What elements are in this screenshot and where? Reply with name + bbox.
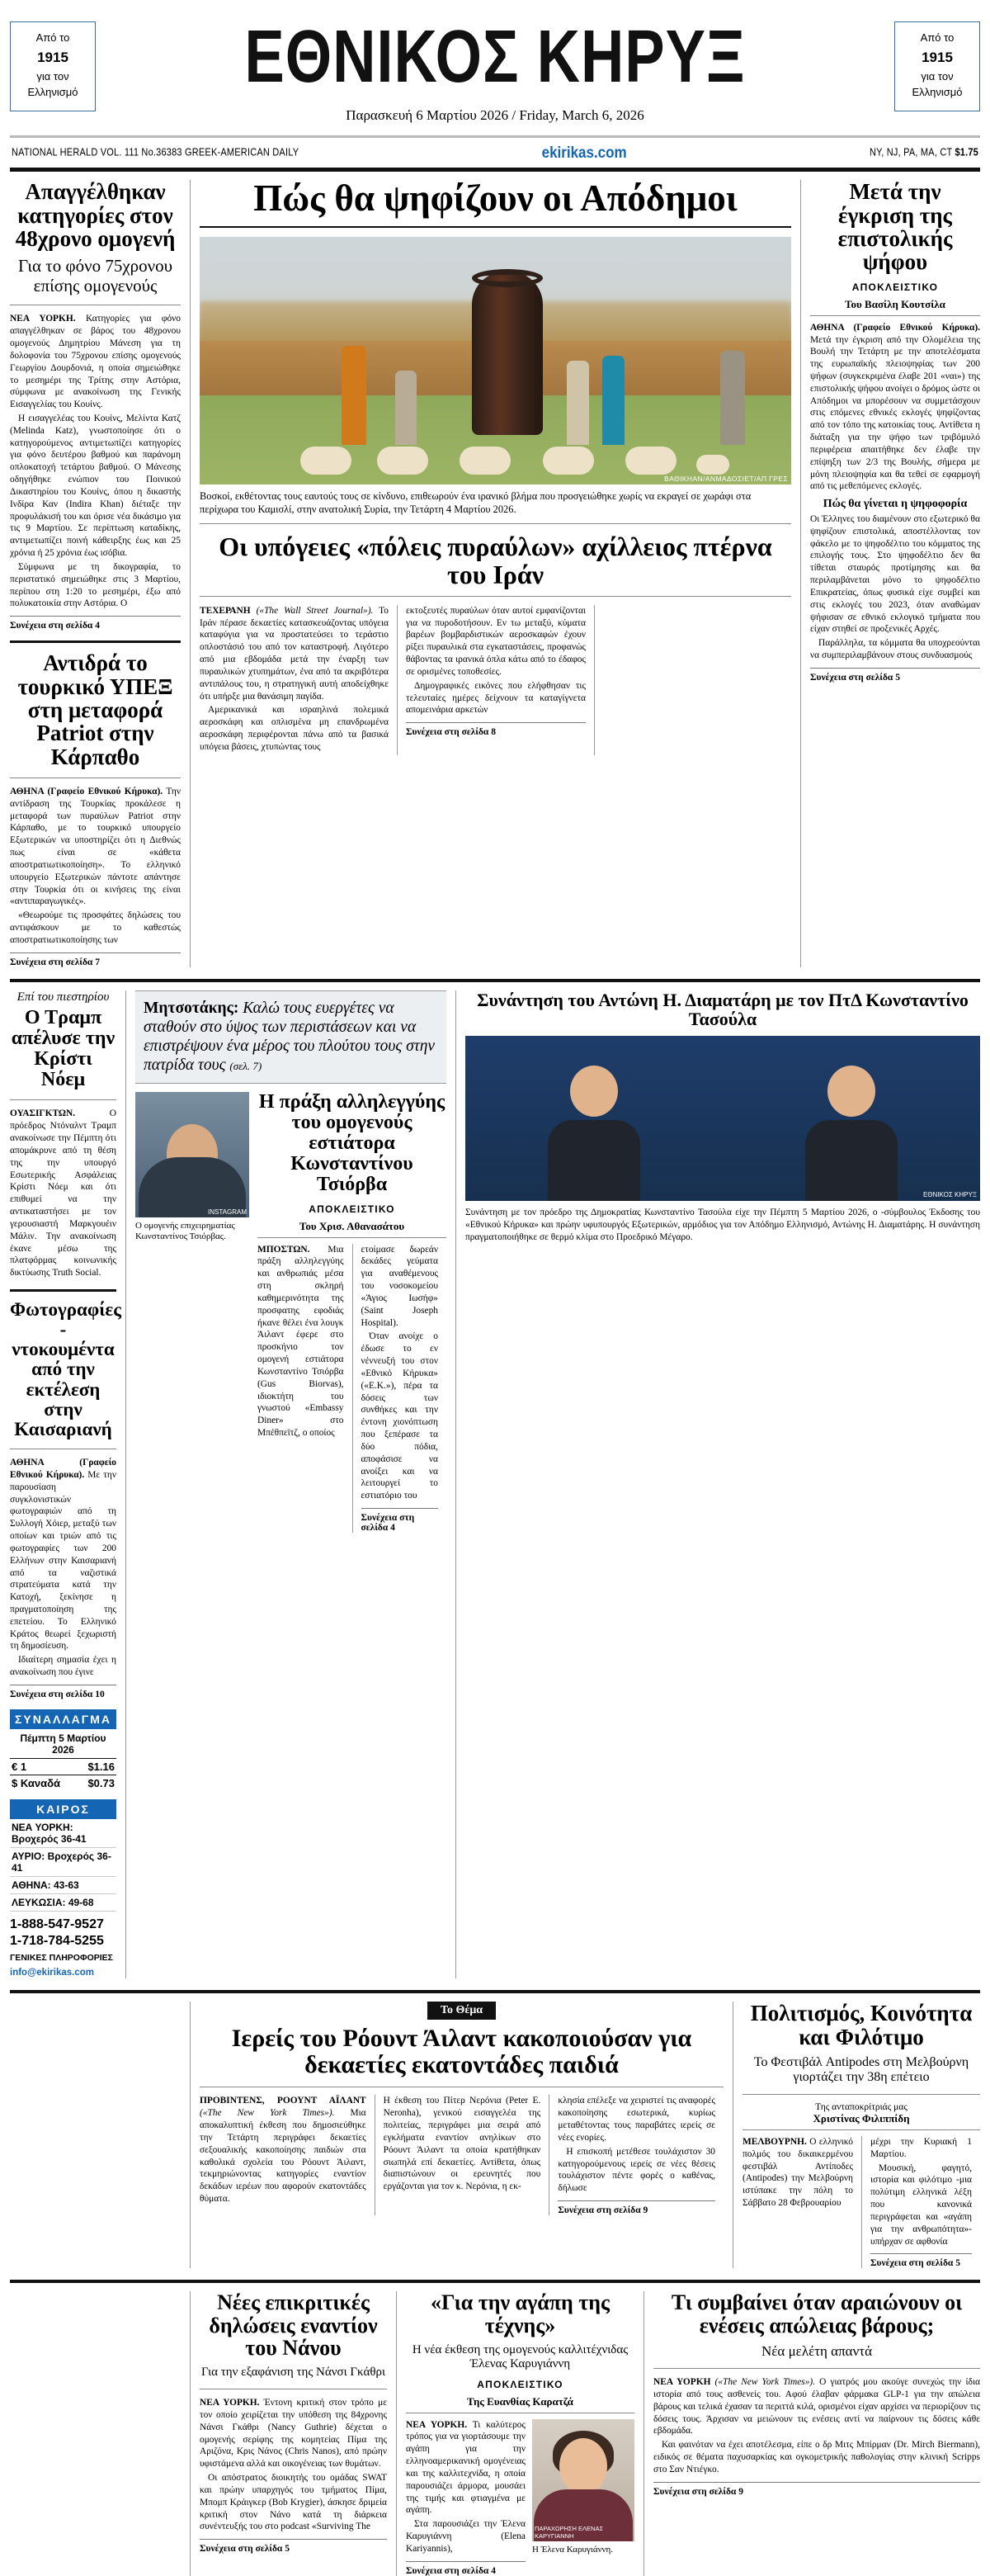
art-byline: Της Ευανθίας Καρατζά	[406, 2395, 634, 2413]
thema-headline[interactable]: Ιερείς του Ρόουντ Άιλαντ κακοποιούσαν για δεκαετίες εκατοντάδες παιδιά	[231, 2025, 692, 2078]
sheep-shape	[696, 455, 729, 475]
mid-band-rule	[10, 979, 980, 982]
since-right-line4: Ελληνισμό	[912, 86, 963, 99]
person-figure	[720, 351, 745, 445]
health-subhead: Νέα μελέτη απαντά	[761, 2343, 872, 2359]
weather-box	[10, 1799, 116, 1912]
trump-para1	[10, 1108, 116, 1279]
since-left-line1: Από το	[35, 31, 70, 44]
artist-face	[559, 2438, 607, 2494]
mid-right-column	[455, 990, 980, 1979]
art-photo-col	[532, 2419, 634, 2576]
culture-byline: Χριστίνας Φιλιππίδη	[742, 2112, 980, 2130]
nanou-para2: Οι απόστρατος διοικητής του ομάδας SWAT και πρώην υπαρχηγός του τμήματος Πίμα, Μπομπ Κράιγκερ (Bob Krygier), άσκησε δριμεία κριτική στον Νάνο κατά τη διάρκεια συνέντευξής του στο podcast «Surviving The	[200, 2473, 387, 2532]
art-exclusive: ΑΠΟΚΛΕΙΣΤΙΚΟ	[477, 2378, 563, 2390]
divider	[10, 640, 181, 643]
since-right-year: 1915	[922, 49, 953, 65]
person-right	[805, 1066, 898, 1201]
iran-text1: Το Ιράν πέρασε δεκαετίες κατασκευάζοντας υπόγεια καταφύγια για να προστατεύσει το τεράστιο οπλοστάσιό του από τον καταστροφή. Λιγότερο από μια εβδομάδα μετά την έναρξη των πυραυλικών χτυπημάτων, ένα από τα ακριβότερα αντιπάλους του, η στρατηγική αυτή αποδείχθηκε ότι υπήρξε μια θανάσιμη παγίδα.	[200, 605, 389, 702]
left-story1-text1: Κατηγορίες για φόνο απαγγέλθηκαν σε βάρος του 48χρονου ομογενούς Δημητρίου Μάνεση για τη δολοφονία του 75χρονου επίσης ομογενούς Γεωργίου Δουρδονιά, η οποία σημειώθηκε το μεσημέρι της Τρίτης στην Αστόρια, σύμφωνα με ανακοίνωση της Γενικής Εισαγγελίας του Κουίνς.	[10, 314, 182, 410]
trump-kicker: Επί του πιεστηρίου	[16, 990, 110, 1004]
culture-col-1	[742, 2136, 861, 2268]
iran-col-2	[397, 605, 594, 755]
mid-section	[10, 990, 980, 1979]
solidarity-headline[interactable]: Η πράξη αλληλεγγύης του ομογενούς εστιάτορα Κωνσταντίνου Τσιόρβα	[258, 1090, 446, 1196]
person-figure	[342, 346, 366, 445]
lead-photo	[200, 237, 791, 484]
thema-text1: Μια αποκαλυπτική έκθεση που δημοσιεύθηκε την Τετάρτη περιγράφει δεκαετίες σεξουαλικής κακοποίησης παιδιών στα καθολικά σχολεία του Ρόουντ Άιλαντ, τεκμηριώνοντας κατηγορίες εναντίον δεκάδων ιερέων που αφορούν εκατοντάδες θύματα.	[200, 2108, 366, 2205]
since-right-line3: για τον	[921, 70, 954, 83]
trump-text1: Ο πρόεδρος Ντόναλντ Τραμπ ανακοίνωσε την Πέμπτη ότι απομάκρυνε από τη θέση της την υπουργό Εσωτερικής Ασφάλειας Κρίστι Νόεμ και ότι επιθυμεί να την αντικαταστήσει με τον γερουσιαστή Μαρκγουέιν Μάλιν. Την ανακοίνωση έκανε μέσω της πλατφόρμας κοινωνικής δικτύωσης Truth Social.	[10, 1108, 116, 1279]
quote-speaker: Μητσοτάκης:	[144, 999, 239, 1017]
art-para2: Στα παρουσιάζει την Έλενα Καρυγιάννη (Elena Kariyannis),	[406, 2519, 526, 2554]
solidarity-col-1	[257, 1244, 352, 1533]
info-bar-right	[870, 147, 978, 158]
culture-continued[interactable]: Συνέχεια στη σελίδα 5	[870, 2253, 972, 2268]
art-story	[396, 2291, 644, 2575]
iran-para2: Αμερικανικά και ισραηλινά πολεμικά αεροσκάφη και οπλισμένα μη επανδρωμένα αεροσκάφη περιφέρονται πάνω από τα βασικά υπόγεια βάσεις, χτυπώντας τους	[200, 705, 389, 752]
solidarity-dateline: ΜΠΟΣΤΩΝ.	[257, 1244, 310, 1255]
artist-photo-credit: ΠΑΡΑΧΩΡΗΣΗ ΕΛΕΝΑΣ ΚΑΡΥΓΙΑΝΝΗ	[535, 2524, 604, 2540]
right-story-para3: Παράλληλα, τα κόμματα θα υποχρεούνται να συμπεριλαμβάνουν στους συνδυασμούς	[810, 638, 980, 661]
quote-box	[135, 990, 446, 1084]
nanou-para1	[200, 2397, 387, 2470]
trump-headline[interactable]: Ο Τραμπ απέλυσε την Κρίστι Νόεμ	[11, 1006, 116, 1091]
thema-para3: κλησία επέλεξε να χειριστεί τις αναφορές κακοποίησης εσωτερικά, κυρίως μεταθέτοντας τους παραβάτες ιερείς σε νέες ενορίες.	[558, 2096, 715, 2143]
right-story-subhead: Πώς θα γίνεται η ψηφοφορία	[823, 498, 968, 511]
suit	[548, 1120, 640, 1201]
left-story2-continued[interactable]: Συνέχεια στη σελίδα 7	[10, 952, 181, 967]
iran-col-3	[594, 605, 791, 755]
currency-title: ΣΥΝΑΛΛΑΓΜΑ	[10, 1709, 116, 1729]
health-source: («The New York Times»).	[714, 2377, 816, 2388]
person-figure	[395, 371, 417, 445]
thema-tab-wrap	[200, 2002, 724, 2020]
iran-col-1	[200, 605, 397, 755]
solidarity-col-2	[352, 1244, 447, 1533]
suit	[805, 1120, 898, 1201]
masthead	[10, 0, 980, 124]
art-text1: Τι καλύτερος τρόπος για να γιορτάσουμε την αγάπη για την ελληνοαμερικανική ομογένειας και της καλλιτεχνίδα, η οποία παρουσιάζει άρμορα, μουσάει της τιμής και φτιαγμένα με αγάπη.	[406, 2419, 526, 2516]
person-figure	[602, 356, 625, 445]
thema-tab[interactable]: Το Θέμα	[427, 2002, 496, 2020]
iran-source: («The Wall Street Journal»).	[256, 605, 374, 616]
sheep-shape	[543, 447, 594, 475]
left-story1-subhead: Για το φόνο 75χρονου επίσης ομογενούς	[17, 256, 173, 295]
currency-label: € 1	[12, 1760, 27, 1773]
solidarity-byline: Του Χρισ. Αθανασάτου	[257, 1220, 446, 1238]
portrait-credit: INSTAGRAM	[208, 1208, 247, 1216]
thema-continued[interactable]: Συνέχεια στη σελίδα 9	[558, 2200, 715, 2215]
sheep-shape	[300, 447, 351, 475]
masthead-date: Παρασκευή 6 Μαρτίου 2026 / Friday, March 6, 2026	[346, 107, 644, 124]
currency-value: $0.73	[87, 1776, 115, 1789]
culture-col-2	[861, 2136, 980, 2268]
health-para1	[653, 2376, 980, 2437]
left-story2-dateline: ΑΘΗΝΑ (Γραφείο Εθνικού Κήρυκα).	[10, 786, 163, 796]
lead-photo-caption: Βοσκοί, εκθέτοντας τους εαυτούς τους σε κίνδυνο, επιθεωρούν ένα ιρανικό βλήμα που προσγειώθηκε χωρίς να εκραγεί σε χωράφι στα περίχωρα του Καμισλί, στην ανατολική Συρία, την Τετάρτη 4 Μαρτίου 2026.	[200, 490, 791, 524]
currency-label: $ Καναδά	[12, 1776, 61, 1789]
left-column	[10, 180, 190, 967]
iran-dateline: ΤΕΧΕΡΑΝΗ	[200, 605, 251, 616]
nanou-dateline: ΝΕΑ ΥΟΡΚΗ.	[200, 2398, 260, 2408]
portrait-caption: Ο ομογενής επιχειρηματίας Κωνσταντίνος Τσιόρβας.	[135, 1220, 235, 1241]
contact-block	[10, 1912, 116, 1979]
thema-para2: Η έκθεση του Πίτερ Νερόνια (Peter E. Neronha), γενικού εισαγγελέα της πολιτείας, περιγράφει μια σειρά από εγκλήματα εναντίον ανηλίκων στο Ρόουντ Άιλαντ τα οποία κρατήθηκαν σιωπηλά επί δεκαετίες. Αντίθετα, όπως διαπιστώνουν οι ερευνητές που εργάζονται για τον κ. Νερόνια, η εκ-	[383, 2096, 541, 2192]
thema-col-1	[200, 2095, 375, 2215]
trump-dateline: ΟΥΑΣΙΓΚΤΩΝ.	[10, 1108, 76, 1119]
photo-credit: ΒΑΘΙΚΗΑΝ/ΑΝΜΑΔΟΣΙΕΤ/ΑΠ ΓΡΕΣ	[664, 475, 788, 484]
weather-row: ΛΕΥΚΩΣΙΑ: 49-68	[10, 1894, 116, 1912]
divider	[653, 2368, 980, 2369]
left-story2-para1	[10, 786, 181, 908]
artist-caption: Η Έλενα Καρυγιάννη.	[532, 2544, 614, 2555]
mid-left-column	[10, 990, 125, 1979]
weather-row: ΝΕΑ ΥΟΡΚΗ: Βροχερός 36-41	[10, 1819, 116, 1848]
weather-title: ΚΑΙΡΟΣ	[10, 1799, 116, 1819]
currency-value: $1.16	[87, 1760, 115, 1773]
iran-continued[interactable]: Συνέχεια στη σελίδα 8	[406, 722, 586, 737]
since-left-line4: Ελληνισμό	[27, 86, 78, 99]
right-story-para1	[810, 322, 980, 494]
nanou-headline[interactable]: Νέες επικριτικές δηλώσεις εναντίον του Νάνου	[209, 2290, 378, 2360]
right-story-headline[interactable]: Μετά την έγκριση της επιστολικής ψήφου	[837, 179, 953, 275]
art-continued[interactable]: Συνέχεια στη σελίδα 4	[406, 2561, 526, 2576]
info-bar-left: NATIONAL HERALD VOL. 111 No.36383 GREEK-AMERICAN DAILY	[12, 147, 299, 159]
sheep-shape	[377, 447, 428, 475]
divider	[10, 1289, 116, 1292]
currency-box	[10, 1709, 116, 1791]
health-para2: Και φαινόταν να έχει αποτέλεσμα, είπε ο δρ Μιτς Μπίρμαν (Dr. Mirch Biermann), ειδικός σε θέματα παχυσαρκίας και ογκομετρικής παθολογίας στην κλινική Scripps στο Σαν Ντιέγκο.	[653, 2440, 980, 2474]
currency-row	[10, 1775, 116, 1791]
meeting-headline[interactable]: Συνάντηση του Αντώνη Η. Διαματάρη με τον ΠτΔ Κωνσταντίνο Τασούλα	[477, 989, 969, 1029]
kaisariani-text1: Με την παρουσίαση συγκλονιστικών φωτογραφιών από τη Συλλογή Χόιερ, μεταξύ των οποίων και τριών από τις φωτογραφίες των 200 Ελλήνων στην Καισαριανή από τα ναζιστικά στρατεύματα κατά την Κατοχή, ξεκίνησε η πραγματοποίηση της επετείου. Το Ελληνικό Κράτος θεωρεί ξεχωριστή τη δημοσίευση.	[10, 1469, 116, 1652]
quote-body: Καλώ τους ευεργέτες να σταθούν στο ύψος των περιστάσεων και να επιστρέψουν ένα μέρος του πλούτου τους στην πατρίδα τους	[144, 999, 436, 1074]
iran-para4: Δημογραφικές εικόνες που ελήφθησαν τις τελευταίες ημέρες δείχνουν τα καταγίγνετα απομεινάρια αρκετών	[406, 680, 586, 716]
info-bar	[10, 136, 980, 170]
person-figure	[567, 361, 589, 445]
price-states: NY, NJ, PA, MA, CT	[870, 147, 953, 159]
left-story1-para2: Η εισαγγελέας του Κουίνς, Μελίντα Κατζ (Melinda Katz), γνωστοποίησε ότι ο κατηγορούμενος αντιμετωπίζει κατηγορίες για φόνο δευτέρου βαθμού και παράνομη οπλοκατοχή τετάρτου βαθμού. Ο Μάνεσης οδηγήθηκε ενώπιον του Ποινικού Δικαστηρίου του Κουίνς, όπου η δικαστής Ινδίρα Καν (Indira Khan) διέταξε την προφυλάκισή του και όρισε νέα δικάσιμο για τις 9 Μαρτίου. Σε περίπτωση καταδίκης, αντιμετωπίζει ποινή κάθειρξης έως και 25 χρόνια ή 25 χρόνια έως ισόβια.	[10, 413, 181, 559]
quote-page-ref[interactable]: (σελ. 7)	[229, 1059, 262, 1072]
art-para1	[406, 2419, 526, 2517]
kaisariani-para1	[10, 1457, 116, 1652]
culture-para1	[742, 2136, 853, 2210]
thema-section	[10, 2002, 980, 2268]
culture-credit-line: Της ανταποκρίτριάς μας	[815, 2101, 908, 2112]
right-story-para2: Οι Έλληνες του διαμένουν στο εξωτερικό θα ψηφίζουν επιστολικά, αποστέλλοντας τον φάκελο με το ψηφοδέλτιο του κόμματος της επιλογής τους. Στο ψηφοδέλτιο δεν θα τίθεται σταυρός προτίμησης και θα περιλαμβάνεται μόνο το ψηφοδέλτιο Επικρατείας, όπως φυσικά είχε συμβεί και στις εκλογές του 2023, όταν αναθώμαν ψήφισαν σε εθνικό εκλογικό τμήματα που είχαν στηθεί σε προξενικές Αρχές.	[810, 513, 980, 635]
bottom-spacer	[10, 2291, 190, 2575]
currency-date: Πέμπτη 5 Μαρτίου 2026	[20, 1732, 106, 1756]
main-headline[interactable]: Πώς θα ψηφίζουν οι Απόδημοι	[200, 180, 791, 228]
person-left	[548, 1066, 640, 1201]
since-box-left	[10, 21, 96, 111]
contact-label: ΓΕΝΙΚΕΣ ΠΛΗΡΟΦΟΡΙΕΣ	[10, 1952, 113, 1963]
nanou-story	[190, 2291, 396, 2575]
health-text1: Ο γιατρός μου ακούγε συνεχώς την ίδια ιστορία από τους ασθενείς του. Αφού έλαβαν φάρμακα GLP-1 για την απώλεια βάρους και τελικά έχασαν τα περιττά κιλά, ορισμένοι είχαν αρχίσει να περιορίζουν τις δόσεις τους. Άρχισαν να μειώνουν τις ενέσεις αντί να παίρνουν τις δόσεις κάθε εβδομάδα.	[653, 2377, 980, 2437]
nanou-text1: Έντονη κριτική στον τρόπο με τον οποίο χειρίζεται την υπόθεση της 84χρονης Νάνσι Γκάθρι (Nancy Guthrie) δέχεται ο ομογενής σερίφης της κομητείας Πίμα της Αριζόνα, Κρις Νάνος (Chris Nanos), από πρώην υφιστάμενα αλλά και οικογένειας των θυμάτων.	[200, 2398, 387, 2470]
contact-phone-1[interactable]: 1-888-547-9527	[10, 1917, 104, 1931]
art-text-col	[406, 2419, 526, 2576]
right-story-continued[interactable]: Συνέχεια στη σελίδα 5	[810, 668, 980, 683]
right-column	[800, 180, 980, 967]
meeting-caption: Συνάντηση με τον πρόεδρο της Δημοκρατίας Κωνσταντίνο Τασούλα είχε την Πέμπτη 5 Μαρτίου 2026, ο -σύμβουλος Έκδοσης του «Εθνικού Κήρυκα» και πρώην υφυπουργός Εξωτερικών, αρμόδιος για τον Απόδημο Ελληνισμό, Αντώνης Η. Διαματάρης. Η συνάντηση πραγματοποιήθηκε σε θερμό κλίμα στο Προεδρικό Μέγαρο.	[465, 1207, 980, 1242]
thema-source: («The New York Times»).	[200, 2108, 335, 2119]
culture-para2: μέχρι την Κυριακή 1 Μαρτίου.	[870, 2136, 972, 2159]
culture-subhead: Το Φεστιβάλ Antipodes στη Μελβούρνη γιορτάζει την 38η επέτειο	[753, 2055, 969, 2085]
bottom-band-rule	[10, 2280, 980, 2283]
thema-col-3	[549, 2095, 724, 2215]
since-left-line3: για τον	[36, 70, 69, 83]
art-headline[interactable]: «Για την αγάπη της τέχνης»	[430, 2290, 610, 2337]
solidarity-text-block	[257, 1092, 446, 1533]
solidarity-para3: Όταν ανοίχε ο έδωσε το εν νέννευξή του στον «Εθνικό Κήρυκα» («Ε.Κ.»), πέρα τα δόσεις των συνθήκες και την έντονη χιονόπτωση που ξεπέρασε τα δύο πόδια, αποφάσισε να ανοίξει και να λειτουργεί το εστιατόριο του	[361, 1331, 438, 1501]
thema-para4: Η επισκοπή μετέθεσε τουλάχιστον 30 κατηγορούμενους ιερείς σε νέες θέσεις τουλάχιστον πέντε φορές ο καθένας, δήλωσε	[558, 2146, 715, 2194]
sheep-shape	[460, 447, 511, 475]
culture-column	[733, 2002, 980, 2268]
portrait-photo	[135, 1092, 249, 1217]
solidarity-continued[interactable]: Συνέχεια στη σελίδα 4	[361, 1508, 439, 1533]
bottom-section	[10, 2291, 980, 2575]
contact-phone-2[interactable]: 1-718-784-5255	[10, 1933, 104, 1948]
website-link[interactable]: ekirikas.com	[541, 143, 627, 162]
left-story1-headline[interactable]: Απαγγέλθηκαν κατηγορίες στον 48χρονο ομογενή	[15, 179, 176, 251]
art-body-grid	[406, 2419, 634, 2576]
meeting-photo	[465, 1036, 980, 1201]
kaisariani-continued[interactable]: Συνέχεια στη σελίδα 10	[10, 1685, 116, 1699]
thema-spacer	[10, 2002, 190, 2268]
weather-row: ΑΘΗΝΑ: 43-63	[10, 1877, 116, 1894]
solidarity-para2: ετοίμασε δωρεάν δεκάδες γεύματα για αναθέμενους του νοσοκομείου «Άγιος Ιωσήφ» (Saint Joseph Hospital).	[361, 1244, 438, 1328]
top-section	[10, 177, 980, 967]
art-dateline: ΝΕΑ ΥΟΡΚΗ.	[406, 2419, 468, 2430]
quote-text	[144, 999, 438, 1075]
thema-column	[190, 2002, 733, 2268]
left-story2-text1: Την αντίδραση της Τουρκίας προκάλεσε η μεταφορά των πυραύλων Patriot στην Κάρπαθο, με το τουρκικό υπουργείο Εξωτερικών να υποστηρίζει ότι η Διεθνώς πως είναι σε «κάθετα αποστρατιωτικοποίηση». Το ελληνικό υπουργείο Εξωτερικών πάντοτε απάντησε στην Τουρκία ότι οι κινήσεις της είναι «αντιπαραγωγικές».	[10, 786, 181, 907]
thema-col-2	[375, 2095, 549, 2215]
nanou-subhead: Για την εξαφάνιση της Νάνσι Γκάθρι	[200, 2366, 386, 2380]
price-amount: $1.75	[955, 147, 978, 159]
contact-email[interactable]: info@ekirikas.com	[10, 1968, 94, 1978]
kaisariani-headline[interactable]: Φωτογραφίες - ντοκουμέντα από την εκτέλεση στην Καισαριανή	[10, 1299, 121, 1439]
portrait-block	[135, 1092, 249, 1533]
masthead-title: ΕΘΝΙΚΟΣ ΚΗΡΥΞ	[244, 14, 746, 98]
thema-band-rule	[10, 1990, 980, 1993]
health-dateline: ΝΕΑ ΥΟΡΚΗ	[653, 2377, 711, 2388]
sheep-shape	[625, 447, 676, 475]
masthead-center	[96, 14, 894, 124]
thema-para1	[200, 2095, 366, 2205]
left-story1-dateline: ΝΕΑ ΥΟΡΚΗ.	[10, 314, 76, 324]
culture-dateline: ΜΕΛΒΟΥΡΝΗ.	[742, 2136, 807, 2147]
iran-para3: εκτοξευτές πυραύλων όταν αυτοί εμφανίζονται για να πυροδοτήσουν. Εν τω μεταξύ, κύματα βαρέων βομβαρδιστικών αεροσκαφών έχουν ρίξει πυραυλικά στα εγκαταστάσεις, προφανώς θάβοντας τα ιρανικά όπλα κάτω από το έδαφος σε ορισμένες τοποθεσίες.	[406, 605, 586, 677]
right-story-dateline: ΑΘΗΝΑ (Γραφείο Εθνικού Κήρυκα).	[810, 322, 980, 333]
kaisariani-para2: Ιδιαίτερη σημασία έχει η ανακοίνωση που έγινε	[10, 1655, 116, 1678]
solidarity-columns	[257, 1244, 446, 1533]
left-story2-para2: «Θεωρούμε τις προσφάτες δηλώσεις του αντιφάσκουν με το καθεστώς αποστρατιωτικοποίησης των	[10, 910, 181, 945]
left-story2-headline[interactable]: Αντιδρά το τουρκικό ΥΠΕΞ στη μεταφορά Patriot στην Κάρπαθο	[17, 650, 173, 769]
solidarity-text1: Μια πράξη αλληλεγγύης και ανθρωπιάς μέσα στη σκληρή καθημερινότητα της προσφατης εφοδιάς ήκανε θέλει ένα λουγκ Άιλαντ έφερε στο προσκήνιο τον ομογενή εστιάτορα Κωνσταντίνο Τσιόρβα (Gus Βiorvas), ιδιοκτήτη του γνωστού «Embassy Diner» στο Μπέθπεϊτζ, ο οποίος	[257, 1244, 344, 1439]
left-story1-para1	[10, 313, 181, 411]
health-continued[interactable]: Συνέχεια στη σελίδα 9	[653, 2482, 980, 2497]
solidarity-story	[135, 1092, 446, 1533]
meeting-photo-credit: ΕΘΝΙΚΟΣ ΚΗΡΥΞ	[922, 1190, 977, 1198]
missile-shape	[472, 272, 543, 435]
solidarity-para1	[257, 1244, 344, 1439]
since-box-right	[894, 21, 980, 111]
thema-dateline: ΠΡΟΒΙΝΤΕΝΣ, ΡΟΟΥΝΤ ΑΪΛΑΝΤ	[200, 2096, 366, 2106]
thema-columns	[200, 2095, 724, 2215]
health-headline[interactable]: Τι συμβαίνει όταν αραιώνουν οι ενέσεις απώλειας βάρους;	[671, 2290, 963, 2337]
artist-photo	[532, 2419, 634, 2541]
art-subhead: Η νέα έκθεση της ομογενούς καλλιτέχνιδας Έλενας Καρυγιάννη	[412, 2343, 629, 2370]
solidarity-exclusive: ΑΠΟΚΛΕΙΣΤΙΚΟ	[309, 1203, 395, 1215]
right-story-text1: Μετά την έγκριση από την Ολομέλεια της Βουλή την Τετάρτη με την αποτελέσματα της ευρωπαϊκής πλειοψηφίας των 200 ψήφων (συγκεκριμένα έλαβε 201 «ναι») της επιστολικής ψήφου ανοίγει ο δρόμος ώστε οι Απόδημοι να μπορέσουν να συμμετάσχουν στις επόμενες εθνικές εκλογές ψηφίζοντας από τον τόπο της κατοικίας τους. Αντίθετα η διάταξη για την ψήφο των τριβόμυλό περιφέρεια απαιτήθηκε δεν έλαβε την επίψηξη των 2/3 της Βουλής, σήμερα με μόνη πλειοψηφία και θα τεθεί σε εφαρμογή από τις μεθεπόμενες εκλογές.	[810, 334, 980, 492]
left-story1-continued[interactable]: Συνέχεια στη σελίδα 4	[10, 616, 181, 631]
since-right-line1: Από το	[920, 31, 955, 44]
weather-row: ΑΥΡΙΟ: Βροχερός 36-41	[10, 1848, 116, 1877]
right-story-byline: Του Βασίλη Κουτσίλα	[810, 298, 980, 316]
health-story	[644, 2291, 980, 2575]
head	[827, 1066, 875, 1117]
divider	[742, 2094, 980, 2095]
mid-center-column	[125, 990, 455, 1979]
kaisariani-dateline: ΑΘΗΝΑ (Γραφείο Εθνικού Κήρυκα).	[10, 1458, 116, 1480]
culture-columns	[742, 2136, 980, 2268]
iran-columns	[200, 605, 791, 755]
iran-para1	[200, 605, 389, 703]
exclusive-badge: ΑΠΟΚΛΕΙΣΤΙΚΟ	[851, 281, 939, 293]
center-column	[190, 177, 800, 967]
since-left-year: 1915	[37, 49, 68, 65]
currency-row	[10, 1758, 116, 1775]
head	[570, 1066, 618, 1117]
culture-headline[interactable]: Πολιτισμός, Κοινότητα και Φιλότιμο	[750, 2001, 973, 2049]
culture-para3: Μουσική, φαγητό, ιστορία και φιλότιμο -μια πολύτιμη ελληνικά λέξη που κανονικά περιγράφεται και «αγάπη για την ανθρωπότητα»- υπήρχαν σε αφθονία	[870, 2162, 972, 2247]
culture-text1: Ο ελληνικό πολμός του δικαικερμένου φεστιβάλ Αντίποδες (Antipodes) την Μελβούρνη ιστύπακε την πόλη το Σάββατο 28 Φεβρουαρίου	[742, 2136, 853, 2209]
nanou-continued[interactable]: Συνέχεια στη σελίδα 5	[200, 2539, 387, 2554]
iran-subhead[interactable]: Οι υπόγειες «πόλεις πυραύλων» αχίλλειος πτέρνα του Ιράν	[200, 533, 791, 597]
divider	[10, 1099, 116, 1100]
left-story1-para3: Σύμφωνα με τη δικογραφία, το περιστατικό σημειώθηκε στις 3 Μαρτίου, περίπου στη 1:20 το μεσημέρι, έξω από πολυκατοικία στην Αστόρια. Ο	[10, 561, 181, 609]
